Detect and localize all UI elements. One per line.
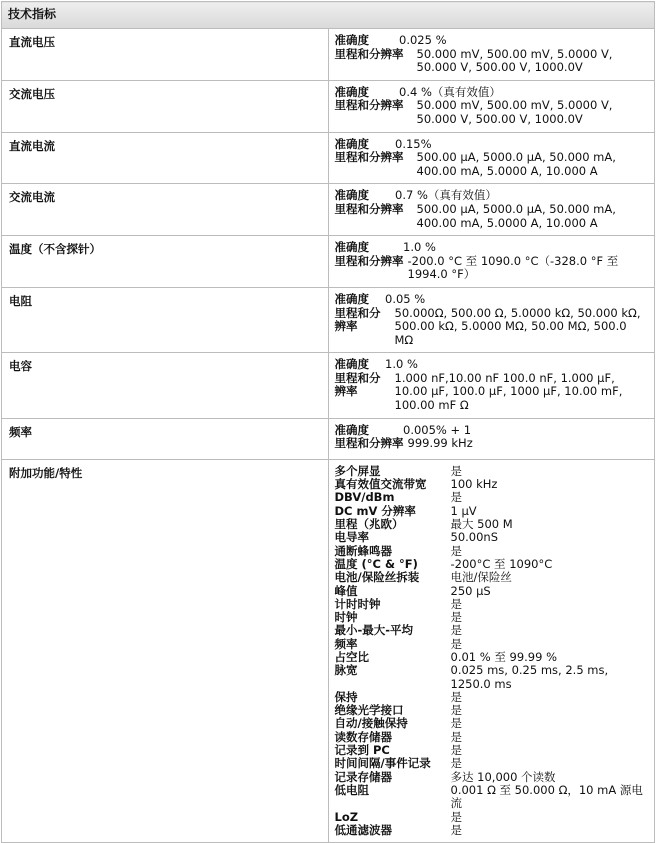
feature-name: LoZ — [334, 809, 359, 824]
feature-value: 0.01 % 至 99.99 % — [450, 650, 558, 664]
feature-name: 计时时钟 — [334, 596, 381, 611]
feature-name: 真有效值交流带宽 — [334, 477, 427, 492]
range-value: -200.0 °C 至 1090.0 °C（-328.0 °F 至 1994.0 °F） — [407, 253, 619, 282]
row-label: 电容 — [2, 353, 329, 418]
row-value — [328, 132, 655, 184]
feature-item — [335, 531, 649, 544]
accuracy-value: 0.4 %（真有效值） — [399, 84, 501, 99]
feature-value: 100 kHz — [450, 477, 498, 492]
row-value — [328, 80, 655, 132]
range-value: 50.000Ω, 500.00 Ω, 5.0000 kΩ, 50.000 kΩ, 500.00 kΩ, 5.0000 MΩ, 50.00 MΩ, 500.0 MΩ — [394, 305, 641, 347]
feature-value: 是 — [450, 636, 462, 651]
feature-value: 是 — [450, 689, 462, 704]
feature-item — [335, 491, 649, 504]
row-label: 直流电压 — [2, 29, 329, 81]
row-label: 交流电压 — [2, 80, 329, 132]
range-value: 50.000 mV, 500.00 mV, 5.0000 V, 50.000 V, 500.00 V, 1000.0V — [416, 46, 613, 75]
feature-item — [335, 545, 649, 558]
feature-name: 占空比 — [334, 650, 369, 664]
feature-item — [335, 571, 649, 584]
feature-item — [335, 691, 649, 704]
accuracy-label: 准确度 — [334, 357, 369, 372]
feature-value: 是 — [450, 716, 462, 731]
range-label: 里程和分辨率 — [334, 253, 404, 268]
spec-row-temperature — [2, 236, 655, 288]
accuracy-label: 准确度 — [334, 422, 369, 437]
range-label: 里程和分辨率 — [334, 98, 404, 113]
feature-item — [335, 757, 649, 770]
row-label: 交流电流 — [2, 184, 329, 236]
feature-value: 是 — [450, 809, 462, 824]
feature-name: 电池/保险丝拆装 — [334, 570, 420, 585]
range-label: 里程和分辨率 — [334, 150, 404, 165]
spec-row-capacitance — [2, 353, 655, 418]
spec-row-resistance — [2, 287, 655, 352]
row-value — [328, 287, 655, 352]
accuracy-label: 准确度 — [334, 84, 369, 99]
feature-name: 多个屏显 — [334, 463, 381, 478]
accuracy-value: 0.025 % — [399, 33, 447, 47]
feature-name: 自动/接触保持 — [334, 716, 408, 731]
accuracy-label: 准确度 — [334, 291, 369, 306]
accuracy-value: 1.0 % — [403, 240, 436, 255]
feature-value: 是 — [450, 463, 462, 478]
accuracy-value: 1.0 % — [385, 357, 418, 372]
feature-name: 通断蜂鸣器 — [334, 543, 392, 558]
accuracy-label: 准确度 — [334, 240, 369, 255]
range-value: 500.00 μA, 5000.0 μA, 50.000 mA, 400.00 mA, 5.0000 A, 10.000 A — [416, 150, 616, 178]
feature-value: 50.00nS — [450, 530, 499, 545]
feature-name: 读数存储器 — [334, 729, 392, 744]
spec-row-ac-voltage — [2, 80, 655, 132]
spec-row-features — [2, 459, 655, 842]
feature-item — [335, 704, 649, 717]
feature-value: 是 — [450, 490, 462, 505]
feature-name: 低通滤波器 — [334, 822, 392, 837]
feature-value: 0.025 ms, 0.25 ms, 2.5 ms, 1250.0 ms — [450, 663, 609, 691]
range-value: 500.00 μA, 5000.0 μA, 50.000 mA, 400.00 mA, 5.0000 A, 10.000 A — [416, 201, 616, 230]
feature-item — [335, 651, 649, 664]
row-value — [328, 29, 655, 81]
table-header-row — [2, 2, 655, 29]
feature-item — [335, 717, 649, 730]
feature-name: 低电阻 — [334, 782, 369, 797]
accuracy-label: 准确度 — [334, 188, 369, 203]
feature-value: 是 — [450, 543, 462, 558]
feature-name: 电导率 — [334, 530, 369, 545]
feature-name: 时钟 — [334, 610, 358, 625]
feature-item — [335, 518, 649, 531]
feature-name: 脉宽 — [334, 663, 358, 678]
feature-item — [335, 771, 649, 784]
range-label: 里程和分辨率 — [334, 46, 404, 61]
row-label: 温度（不含探针） — [2, 236, 329, 288]
feature-item — [335, 585, 649, 598]
feature-value: 0.001 Ω 至 50.000 Ω，10 mA 源电流 — [450, 782, 643, 811]
feature-item — [335, 784, 649, 811]
spec-row-dc-voltage — [2, 29, 655, 81]
range-value: 50.000 mV, 500.00 mV, 5.0000 V, 50.000 V, 500.00 V, 1000.0V — [416, 98, 613, 126]
feature-name: 温度 (°C & °F) — [334, 556, 418, 571]
range-label: 里程和分辨率 — [334, 370, 381, 399]
accuracy-value: 0.15% — [395, 136, 432, 151]
feature-value: 是 — [450, 729, 462, 744]
feature-value: 多达 10,000 个读数 — [450, 769, 556, 784]
range-label: 里程和分辨率 — [334, 305, 381, 334]
row-value — [328, 184, 655, 236]
feature-item — [335, 824, 649, 837]
feature-item — [335, 478, 649, 491]
feature-item — [335, 744, 649, 757]
feature-name: 记录存储器 — [334, 769, 392, 784]
row-label: 电阻 — [2, 287, 329, 352]
feature-name: DC mV 分辨率 — [334, 503, 416, 518]
spec-row-dc-current — [2, 132, 655, 184]
feature-item — [335, 558, 649, 571]
feature-value: 是 — [450, 596, 462, 611]
feature-name: 记录到 PC — [334, 743, 390, 758]
feature-item — [335, 598, 649, 611]
feature-name: 绝缘光学接口 — [334, 703, 404, 718]
range-value: 1.000 nF,10.00 nF 100.0 nF, 1.000 μF, 10.00 μF, 100.0 μF, 1000 μF, 10.00 mF, 100.00 mF Ω — [394, 370, 623, 413]
feature-value: 是 — [450, 822, 462, 837]
feature-value: 1 μV — [450, 503, 477, 518]
feature-item — [335, 638, 649, 651]
feature-value: 是 — [450, 756, 462, 771]
table-title: 技术指标 — [2, 2, 655, 29]
feature-item — [335, 611, 649, 624]
feature-item — [335, 465, 649, 478]
range-label: 里程和分辨率 — [334, 436, 404, 451]
feature-value: 电池/保险丝 — [450, 570, 512, 585]
feature-value: 是 — [450, 743, 462, 758]
range-label: 里程和分辨率 — [334, 201, 404, 216]
row-label: 附加功能/特性 — [2, 459, 329, 842]
feature-item — [335, 811, 649, 824]
features-list — [328, 459, 655, 842]
accuracy-label: 准确度 — [334, 33, 369, 47]
feature-item — [335, 664, 649, 691]
feature-name: 里程（兆欧） — [334, 517, 404, 532]
accuracy-value: 0.005% + 1 — [403, 422, 472, 437]
row-label: 直流电流 — [2, 132, 329, 184]
feature-value: 最大 500 M — [450, 517, 513, 532]
row-value — [328, 353, 655, 418]
range-value: 999.99 kHz — [407, 436, 473, 451]
accuracy-value: 0.7 %（真有效值） — [395, 188, 497, 203]
feature-name: 频率 — [334, 636, 358, 651]
feature-item — [335, 731, 649, 744]
feature-value: 是 — [450, 623, 462, 638]
feature-item — [335, 624, 649, 637]
feature-value: 是 — [450, 703, 462, 718]
feature-value: 250 μS — [450, 583, 491, 598]
row-label: 频率 — [2, 418, 329, 459]
feature-value: -200°C 至 1090°C — [450, 556, 553, 571]
feature-name: 时间间隔/事件记录 — [334, 756, 431, 771]
feature-item — [335, 505, 649, 518]
feature-name: 最小-最大-平均 — [334, 623, 414, 638]
accuracy-value: 0.05 % — [385, 291, 426, 306]
spec-row-ac-current — [2, 184, 655, 236]
spec-row-frequency — [2, 418, 655, 459]
spec-table — [1, 1, 655, 843]
feature-name: 峰值 — [334, 583, 358, 598]
feature-value: 是 — [450, 610, 462, 625]
row-value — [328, 418, 655, 459]
row-value — [328, 236, 655, 288]
feature-name: 保持 — [334, 689, 358, 704]
accuracy-label: 准确度 — [334, 136, 369, 151]
feature-name: DBV/dBm — [334, 490, 395, 505]
